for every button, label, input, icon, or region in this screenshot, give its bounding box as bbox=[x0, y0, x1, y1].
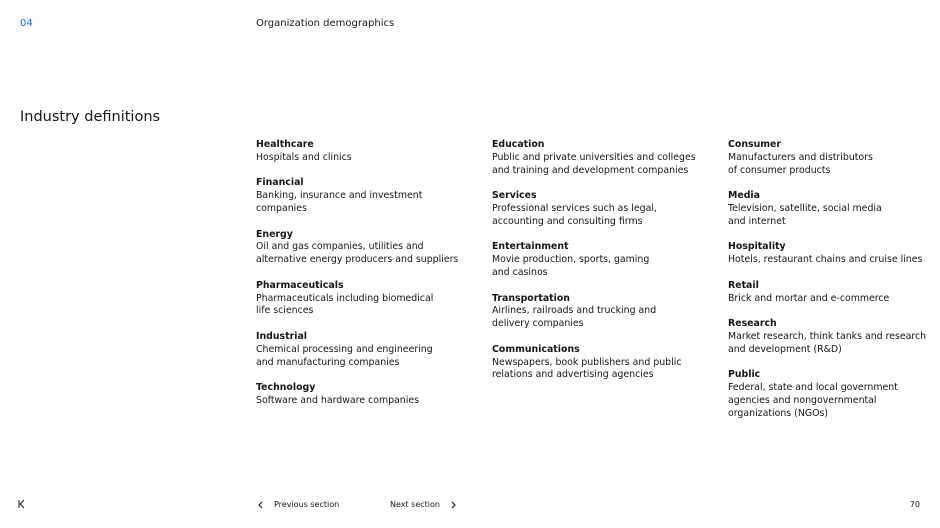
industry-entry-services bbox=[492, 190, 704, 228]
industry-entry-public bbox=[728, 369, 940, 420]
industry-title: Education bbox=[492, 139, 545, 150]
industry-entry-education bbox=[492, 139, 704, 177]
industry-description: Banking, insurance and investment companies bbox=[256, 190, 423, 214]
industry-description: Pharmaceuticals including biomedical life sciences bbox=[256, 292, 434, 317]
industry-column-3 bbox=[728, 139, 940, 433]
industry-description: Public and private universities and colleges and training and development companies bbox=[492, 151, 696, 176]
industry-description: Television, satellite, social media and internet bbox=[728, 202, 882, 227]
industry-entry-entertainment bbox=[492, 241, 704, 279]
industry-description: Airlines, railroads and trucking and delivery companies bbox=[492, 305, 657, 330]
industry-entry-healthcare bbox=[256, 139, 468, 165]
industry-title: Financial bbox=[256, 177, 304, 189]
next-section-label: Next section bbox=[390, 500, 440, 509]
industry-description: Software and hardware companies bbox=[256, 394, 419, 406]
industry-title: Technology bbox=[256, 382, 316, 394]
industry-title: Pharmaceuticals bbox=[256, 279, 344, 291]
industry-description: Movie production, sports, gaming and casinos bbox=[492, 254, 650, 278]
industry-title: Communications bbox=[492, 343, 580, 355]
page-number: 70 bbox=[909, 500, 920, 509]
industry-entry-hospitality bbox=[728, 241, 940, 267]
industry-description: Professional services such as legal, accounting and consulting firms bbox=[492, 202, 657, 227]
industry-title: Consumer bbox=[728, 139, 781, 150]
industry-title: Industrial bbox=[256, 330, 307, 342]
industry-title: Media bbox=[728, 190, 760, 202]
industry-title: Energy bbox=[256, 228, 293, 240]
industry-entry-industrial bbox=[256, 331, 468, 369]
chevron-right-icon bbox=[448, 500, 458, 510]
industry-description: Hospitals and clinics bbox=[256, 151, 352, 163]
industry-description: Brick and mortar and e-commerce bbox=[728, 292, 890, 304]
industry-description: Newspapers, book publishers and public relations and advertising agencies bbox=[492, 356, 682, 381]
industry-title: Hospitality bbox=[728, 241, 786, 253]
previous-section-label: Previous section bbox=[274, 500, 340, 509]
industry-description: Oil and gas companies, utilities and alternative energy producers and suppliers bbox=[256, 241, 459, 266]
industry-title: Research bbox=[728, 318, 777, 330]
industry-title: Services bbox=[492, 190, 537, 202]
industry-entry-media bbox=[728, 190, 940, 228]
industry-entry-communications bbox=[492, 344, 704, 382]
industry-entry-technology bbox=[256, 382, 468, 408]
industry-description: Federal, state and local government agencies and nongovernmental organizations (NGOs) bbox=[728, 382, 898, 419]
page-heading: Industry definitions bbox=[20, 109, 161, 125]
industry-column-2 bbox=[492, 139, 704, 395]
industry-title: Healthcare bbox=[256, 139, 314, 150]
next-section-button[interactable] bbox=[390, 499, 458, 511]
industry-entry-retail bbox=[728, 280, 940, 306]
industry-title: Public bbox=[728, 369, 761, 381]
chevron-left-icon bbox=[256, 500, 266, 510]
section-title: Organization demographics bbox=[256, 18, 395, 29]
industry-entry-consumer bbox=[728, 139, 940, 177]
industry-entry-transportation bbox=[492, 293, 704, 331]
industry-description: Hotels, restaurant chains and cruise lines bbox=[728, 254, 923, 266]
industry-entry-pharmaceuticals bbox=[256, 280, 468, 318]
industry-entry-research bbox=[728, 318, 940, 356]
industry-entry-energy bbox=[256, 229, 468, 267]
industry-title: Transportation bbox=[492, 292, 570, 304]
industry-title: Entertainment bbox=[492, 241, 569, 253]
industry-title: Retail bbox=[728, 279, 759, 291]
first-page-button[interactable] bbox=[18, 499, 26, 513]
industry-description: Chemical processing and engineering and manufacturing companies bbox=[256, 343, 433, 368]
section-number: 04 bbox=[20, 18, 33, 29]
industry-entry-financial bbox=[256, 177, 468, 215]
industry-description: Manufacturers and distributors of consumer products bbox=[728, 151, 873, 176]
previous-section-button[interactable] bbox=[256, 499, 339, 511]
first-page-icon bbox=[18, 499, 26, 513]
industry-description: Market research, think tanks and research and development (R&D) bbox=[728, 330, 927, 355]
industry-column-1 bbox=[256, 139, 468, 421]
